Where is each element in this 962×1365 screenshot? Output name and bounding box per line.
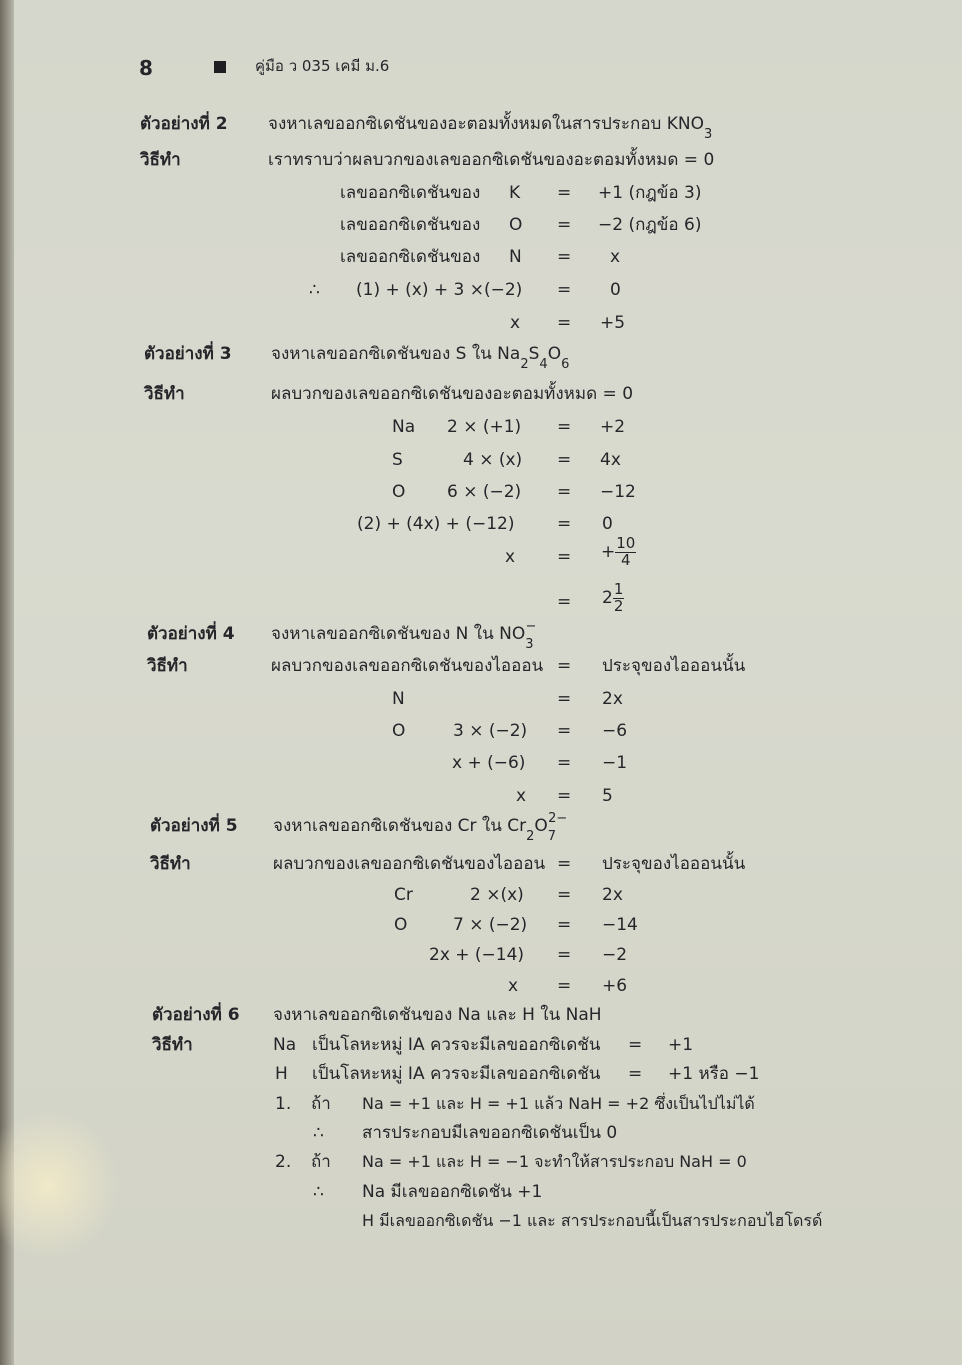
row-equals: =: [557, 656, 572, 676]
row-value: +5: [600, 313, 626, 333]
row-equals: =: [557, 945, 572, 965]
mixed-number-value: [602, 582, 624, 615]
method-label: วิธีทำ: [150, 854, 191, 874]
example-label: ตัวอย่างที่ 6: [152, 1005, 240, 1025]
row-value: −6: [602, 721, 628, 741]
whole: 2: [602, 587, 613, 608]
row-equals: =: [557, 450, 572, 470]
row-label: เลขออกซิเดชันของ: [340, 183, 481, 203]
row-symbol: O: [509, 215, 523, 235]
question-text: จงหาเลขออกซิเดชันของอะตอมทั้งหมดในสารประกอบ KNO: [268, 114, 704, 134]
example-label: ตัวอย่างที่ 2: [140, 114, 228, 134]
row-value: −1: [602, 753, 628, 773]
row-value: +2: [600, 417, 626, 437]
numerator: 10: [616, 534, 636, 552]
row-symbol: Na: [392, 417, 416, 437]
method-intro: เราทราบว่าผลบวกของเลขออกซิเดชันของอะตอมทั้งหมด = 0: [268, 150, 715, 170]
paper-stain: [0, 1110, 120, 1260]
intro-value: ประจุของไอออนนั้น: [602, 854, 746, 874]
line-text: เป็นโลหะหมู่ IA ควรจะมีเลขออกซิเดชัน: [312, 1064, 601, 1084]
row-symbol: S: [392, 450, 403, 470]
page-number: 8: [139, 56, 153, 80]
sign: +: [601, 541, 616, 562]
x-label: x: [505, 547, 516, 567]
fraction-value: [601, 536, 636, 569]
denominator: 2: [613, 596, 624, 615]
row-symbol: O: [392, 482, 406, 502]
row-equals: =: [628, 1064, 643, 1084]
row-expression: 2 ×(x): [470, 885, 524, 905]
example-question: [271, 344, 570, 372]
subscript: 4: [539, 357, 548, 372]
row-symbol: Cr: [394, 885, 413, 905]
therefore-symbol: ∴: [313, 1182, 324, 1202]
row-expression: 3 × (−2): [453, 721, 528, 741]
case-text: Na = +1 และ H = +1 แล้ว NaH = +2 ซึ่งเป็นไปไม่ได้: [362, 1094, 755, 1113]
line-symbol: H: [275, 1064, 288, 1084]
row-equals: =: [557, 976, 572, 996]
example-label: ตัวอย่างที่ 5: [150, 816, 238, 836]
row-equals: =: [557, 786, 572, 806]
row-symbol: O: [392, 721, 406, 741]
method-intro: ผลบวกของเลขออกซิเดชันของไอออน: [273, 854, 546, 874]
superscript: −: [525, 619, 537, 634]
row-value: x: [610, 247, 621, 267]
numerator: 1: [613, 580, 624, 598]
example-question: [273, 811, 568, 844]
row-value: 2x: [602, 689, 623, 709]
row-expression: x: [508, 976, 519, 996]
line-text: เป็นโลหะหมู่ IA ควรจะมีเลขออกซิเดชัน: [312, 1035, 601, 1055]
subscript: 3: [703, 127, 713, 142]
square-bullet-icon: [214, 61, 226, 73]
row-equals: =: [557, 854, 572, 874]
subscript: 7: [547, 829, 557, 844]
case-result: Na มีเลขออกซิเดชัน +1: [362, 1182, 543, 1202]
subscript: 3: [525, 637, 534, 652]
method-label: วิธีทำ: [144, 384, 185, 404]
method-label: วิธีทำ: [152, 1035, 193, 1055]
fraction: [615, 536, 636, 569]
example-question: จงหาเลขออกซิเดชันของ Na และ H ใน NaH: [273, 1005, 602, 1025]
intro-value: ประจุของไอออนนั้น: [602, 656, 746, 676]
subscript: 6: [561, 357, 570, 372]
row-value: −12: [600, 482, 636, 502]
case-result: H มีเลขออกซิเดชัน −1 และ สารประกอบนี้เป็นสารประกอบไฮโดรด์: [362, 1211, 823, 1230]
row-value: +6: [602, 976, 628, 996]
case-number: 1.: [275, 1094, 292, 1114]
row-value: +1 หรือ −1: [668, 1064, 760, 1084]
running-header-title: คู่มือ ว 035 เคมี ม.6: [255, 57, 390, 75]
row-value: −14: [602, 915, 638, 935]
row-symbol: N: [392, 689, 405, 709]
method-label: วิธีทำ: [147, 656, 188, 676]
formula-element: S: [528, 344, 540, 364]
row-expression: 2x + (−14): [429, 945, 525, 965]
case-if: ถ้า: [311, 1152, 331, 1172]
row-symbol: N: [509, 247, 522, 267]
case-number: 2.: [275, 1152, 292, 1172]
row-equals: =: [557, 885, 572, 905]
x-label: x: [510, 313, 521, 333]
row-equals: =: [557, 547, 572, 567]
row-value: −2 (กฎข้อ 6): [598, 215, 702, 235]
row-equals: =: [557, 915, 572, 935]
question-text: จงหาเลขออกซิเดชันของ N ใน NO: [271, 624, 526, 644]
row-label: เลขออกซิเดชันของ: [340, 247, 481, 267]
row-symbol: K: [509, 183, 521, 203]
sum-expression: (1) + (x) + 3 ×(−2): [356, 280, 523, 300]
example-label: ตัวอย่างที่ 3: [144, 344, 232, 364]
superscript: 2−: [548, 811, 568, 826]
row-equals: =: [557, 247, 572, 267]
row-equals: =: [557, 215, 572, 235]
method-intro: ผลบวกของเลขออกซิเดชันของอะตอมทั้งหมด = 0: [271, 384, 634, 404]
row-expression: x + (−6): [452, 753, 526, 773]
case-if: ถ้า: [311, 1094, 331, 1114]
case-text: Na = +1 และ H = −1 จะทำให้สารประกอบ NaH = 0: [362, 1152, 747, 1171]
method-intro: ผลบวกของเลขออกซิเดชันของไอออน: [271, 656, 544, 676]
case-result: สารประกอบมีเลขออกซิเดชันเป็น 0: [362, 1123, 618, 1143]
row-expression: x: [516, 786, 527, 806]
row-value: +1: [668, 1035, 694, 1055]
row-value: 2x: [602, 885, 623, 905]
row-value: −2: [602, 945, 628, 965]
therefore-symbol: ∴: [309, 280, 320, 300]
row-expression: 2 × (+1): [447, 417, 522, 437]
line-symbol: Na: [273, 1035, 297, 1055]
formula-element: O: [534, 816, 548, 836]
row-expression: 6 × (−2): [447, 482, 522, 502]
row-value: +1 (กฎข้อ 3): [598, 183, 702, 203]
row-value: 0: [610, 280, 621, 300]
subscript: 2: [526, 829, 535, 844]
example-label: ตัวอย่างที่ 4: [147, 624, 235, 644]
row-equals: =: [557, 183, 572, 203]
denominator: 4: [621, 550, 631, 569]
row-equals: =: [557, 592, 572, 612]
question-text: จงหาเลขออกซิเดชันของ Cr ใน Cr: [273, 816, 527, 836]
sum-expression: (2) + (4x) + (−12): [357, 514, 515, 534]
fraction: [613, 582, 625, 615]
row-value: 5: [602, 786, 613, 806]
row-value: 0: [602, 514, 613, 534]
row-equals: =: [557, 417, 572, 437]
example-question: [268, 114, 713, 142]
formula-element: O: [547, 344, 562, 364]
method-label: วิธีทำ: [140, 150, 181, 170]
therefore-symbol: ∴: [313, 1123, 324, 1143]
row-equals: =: [557, 313, 572, 333]
row-equals: =: [557, 721, 572, 741]
row-equals: =: [628, 1035, 643, 1055]
row-equals: =: [557, 482, 572, 502]
row-expression: 7 × (−2): [453, 915, 528, 935]
question-text: จงหาเลขออกซิเดชันของ S ใน Na: [271, 344, 521, 364]
row-equals: =: [557, 689, 572, 709]
row-expression: 4 × (x): [463, 450, 523, 470]
example-question: [271, 619, 537, 652]
row-equals: =: [557, 753, 572, 773]
row-label: เลขออกซิเดชันของ: [340, 215, 481, 235]
subscript: 2: [520, 357, 529, 372]
row-value: 4x: [600, 450, 621, 470]
row-equals: =: [557, 280, 572, 300]
row-symbol: O: [394, 915, 408, 935]
row-equals: =: [557, 514, 572, 534]
